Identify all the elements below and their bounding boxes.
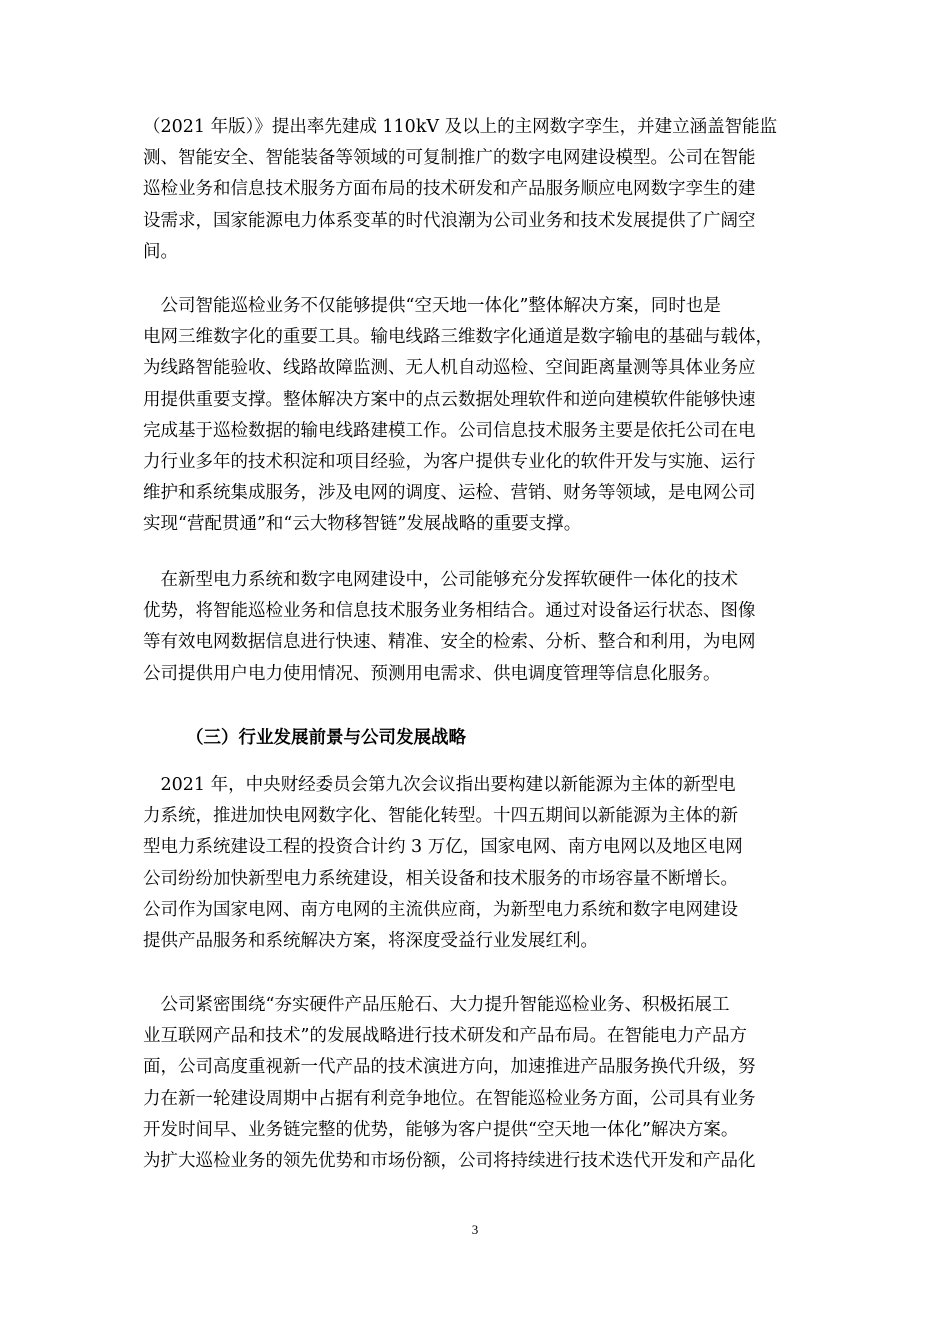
text-line: 用提供重要支撑。整体解决方案中的点云数据处理软件和逆向建模软件能够快速 bbox=[143, 389, 756, 410]
text-line: 维护和系统集成服务，涉及电网的调度、运检、营销、财务等领域，是电网公司 bbox=[143, 483, 756, 504]
text-line: 电网三维数字化的重要工具。输电线路三维数字化通道是数字输电的基础与载体， bbox=[143, 327, 773, 348]
text-line: 公司纷纷加快新型电力系统建设，相关设备和技术服务的市场容量不断增长。 bbox=[143, 868, 738, 889]
text-line: 面，公司高度重视新一代产品的技术演进方向，加速推进产品服务换代升级，努 bbox=[143, 1057, 756, 1078]
paragraph-inspection-business bbox=[143, 291, 813, 541]
text-line: 力在新一轮建设周期中占据有利竞争地位。在智能巡检业务方面，公司具有业务 bbox=[143, 1088, 756, 1109]
text-line: 开发时间早、业务链完整的优势，能够为客户提供“空天地一体化”解决方案。 bbox=[143, 1119, 739, 1140]
text-line: 实现“营配贯通”和“云大物移智链”发展战略的重要支撑。 bbox=[143, 514, 582, 535]
paragraph-digital-twin-intro bbox=[143, 112, 813, 268]
text-line: 力系统，推进加快电网数字化、智能化转型。十四五期间以新能源为主体的新 bbox=[143, 806, 738, 827]
text-line: 间。 bbox=[143, 241, 178, 262]
page-number: 3 bbox=[471, 1222, 479, 1237]
text-line: 等有效电网数据信息进行快速、精准、安全的检索、分析、整合和利用，为电网 bbox=[143, 632, 756, 653]
text-line: 巡检业务和信息技术服务方面布局的技术研发和产品服务顺应电网数字孪生的建 bbox=[143, 179, 756, 200]
text-line: （2021 年版）》提出率先建成 110kV 及以上的主网数字孪生，并建立涵盖智能监 bbox=[143, 117, 778, 137]
paragraph-development-strategy bbox=[143, 990, 813, 1177]
text-line: 业互联网产品和技术”的发展战略进行技术研发和产品布局。在智能电力产品方 bbox=[143, 1026, 747, 1047]
text-line: 在新型电力系统和数字电网建设中，公司能够充分发挥软硬件一体化的技术 bbox=[143, 570, 738, 590]
text-line: 公司提供用户电力使用情况、预测用电需求、供电调度管理等信息化服务。 bbox=[143, 663, 721, 684]
text-line: 为扩大巡检业务的领先优势和市场份额，公司将持续进行技术迭代开发和产品化 bbox=[143, 1151, 756, 1172]
text-line: 提供产品服务和系统解决方案，将深度受益行业发展红利。 bbox=[143, 931, 598, 952]
paragraph-industry-outlook bbox=[143, 770, 813, 957]
text-line: 公司作为国家电网、南方电网的主流供应商，为新型电力系统和数字电网建设 bbox=[143, 899, 738, 920]
section-heading: （三）行业发展前景与公司发展战略 bbox=[186, 728, 466, 748]
text-line: 完成基于巡检数据的输电线路建模工作。公司信息技术服务主要是依托公司在电 bbox=[143, 420, 756, 441]
text-line: 2021 年，中央财经委员会第九次会议指出要构建以新能源为主体的新型电 bbox=[143, 775, 736, 795]
text-line: 力行业多年的技术积淀和项目经验，为客户提供专业化的软件开发与实施、运行 bbox=[143, 452, 756, 473]
paragraph-new-power-system bbox=[143, 565, 813, 690]
text-line: 为线路智能验收、线路故障监测、无人机自动巡检、空间距离量测等具体业务应 bbox=[143, 358, 756, 379]
text-line: 优势，将智能巡检业务和信息技术服务业务相结合。通过对设备运行状态、图像 bbox=[143, 601, 756, 622]
text-line: 设需求，国家能源电力体系变革的时代浪潮为公司业务和技术发展提供了广阔空 bbox=[143, 210, 756, 231]
text-line: 公司紧密围绕“夯实硬件产品压舱石、大力提升智能巡检业务、积极拓展工 bbox=[143, 995, 730, 1015]
text-line: 公司智能巡检业务不仅能够提供“空天地一体化”整体解决方案，同时也是 bbox=[143, 296, 721, 316]
text-line: 测、智能安全、智能装备等领域的可复制推广的数字电网建设模型。公司在智能 bbox=[143, 148, 756, 169]
text-line: 型电力系统建设工程的投资合计约 3 万亿，国家电网、南方电网以及地区电网 bbox=[143, 837, 743, 858]
